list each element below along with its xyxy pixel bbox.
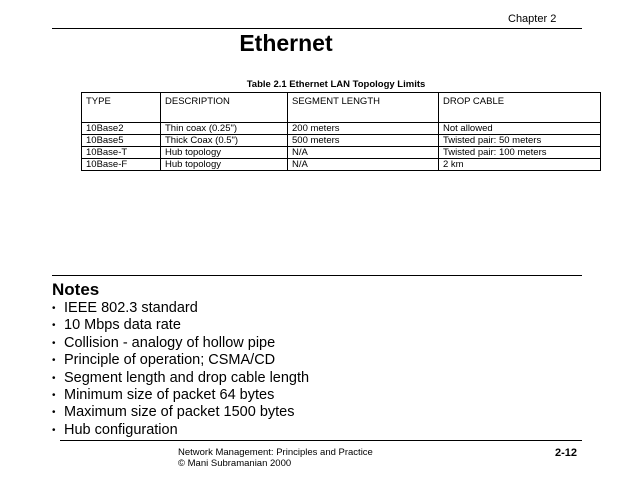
table-cell: Not allowed <box>439 123 601 135</box>
table-cell: Hub topology <box>161 159 288 171</box>
list-item-text: Minimum size of packet 64 bytes <box>64 387 275 404</box>
table-header-row <box>82 93 601 123</box>
table-cell: Twisted pair: 100 meters <box>439 147 601 159</box>
footer-copyright: © Mani Subramanian 2000 <box>178 458 292 469</box>
table-row <box>82 147 601 159</box>
bullet-icon: • <box>52 320 56 332</box>
table-cell: N/A <box>288 159 439 171</box>
column-header: DROP CABLE <box>439 93 601 123</box>
list-item <box>52 387 309 404</box>
bullet-icon: • <box>52 424 56 436</box>
table-cell: 2 km <box>439 159 601 171</box>
list-item-text: Collision - analogy of hollow pipe <box>64 334 276 351</box>
column-header: SEGMENT LENGTH <box>288 93 439 123</box>
table-caption: Table 2.1 Ethernet LAN Topology Limits <box>246 79 426 90</box>
slide-title: Ethernet <box>239 30 333 56</box>
table-cell: 200 meters <box>288 123 439 135</box>
list-item <box>52 422 309 439</box>
list-item <box>52 335 309 352</box>
table-cell: 10Base-T <box>82 147 161 159</box>
table-cell: Thin coax (0.25") <box>161 123 288 135</box>
table-cell: Thick Coax (0.5") <box>161 135 288 147</box>
list-item <box>52 317 309 334</box>
notes-title: Notes <box>52 280 100 299</box>
list-item-text: Segment length and drop cable length <box>64 369 310 386</box>
notes-list <box>52 300 309 439</box>
list-item <box>52 352 309 369</box>
list-item-text: Maximum size of packet 1500 bytes <box>64 404 295 421</box>
footer-book-title: Network Management: Principles and Practice <box>178 447 373 458</box>
header-rule <box>52 28 582 29</box>
topology-table <box>81 92 601 171</box>
column-header: TYPE <box>82 93 161 123</box>
list-item-text: 10 Mbps data rate <box>64 317 181 334</box>
bullet-icon: • <box>52 337 56 349</box>
table-cell: N/A <box>288 147 439 159</box>
table-cell: 10Base2 <box>82 123 161 135</box>
table-cell: 10Base-F <box>82 159 161 171</box>
list-item-text: Hub configuration <box>64 421 178 438</box>
chapter-label: Chapter 2 <box>508 13 557 25</box>
footer-rule <box>60 440 582 441</box>
list-item-text: Principle of operation; CSMA/CD <box>64 352 276 369</box>
table-cell: 10Base5 <box>82 135 161 147</box>
table-row <box>82 159 601 171</box>
bullet-icon: • <box>52 390 56 402</box>
table-row <box>82 135 601 147</box>
column-header: DESCRIPTION <box>161 93 288 123</box>
footer-credits <box>178 447 373 469</box>
list-item <box>52 404 309 421</box>
list-item-text: IEEE 802.3 standard <box>64 300 198 316</box>
page-number: 2-12 <box>555 447 578 459</box>
table-cell: Hub topology <box>161 147 288 159</box>
bullet-icon: • <box>52 372 56 384</box>
table-cell: Twisted pair: 50 meters <box>439 135 601 147</box>
list-item <box>52 300 309 317</box>
table-row <box>82 123 601 135</box>
table-cell: 500 meters <box>288 135 439 147</box>
notes-rule <box>52 275 582 276</box>
bullet-icon: • <box>52 407 56 419</box>
bullet-icon: • <box>52 303 56 314</box>
list-item <box>52 370 309 387</box>
bullet-icon: • <box>52 355 56 367</box>
